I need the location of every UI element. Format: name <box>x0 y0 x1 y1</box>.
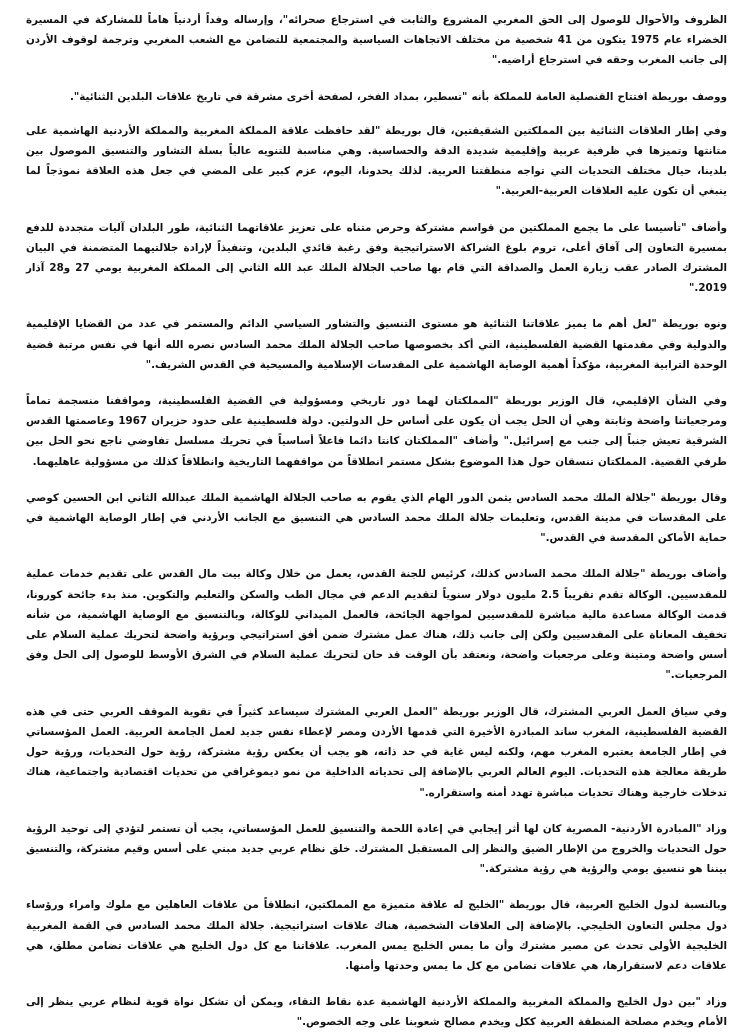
paragraph-consulate-opening: ووصف بوريطة افتتاح القنصلية العامة للمملكة بأنه "تسطير، بمداد الفخر، لصفحة أخرى مشرقة في تاريخ علاقات البلدين الثنائية". <box>70 90 727 103</box>
paragraph-arab-order: وزاد "بين دول الخليج والمملكة المغربية والمملكة الأردنية الهاشمية عدة نقاط التقاء، ويمكن أن تشكل نواة قوية لنظام عربي ينظر إلى الأمام ويخدم مصلحة المنطقة العربية ككل ويخدم مصالح شعوبنا على وجه الخصوص." <box>26 996 727 1029</box>
paragraph-bilateral-relations: وفي إطار العلاقات الثنائية بين المملكتين الشقيقتين، قال بوريطة "لقد حافظت علاقة المملكة المغربية والمملكة الأردنية الهاشمية على متانتها وتميزها في ظرفية عربية وإقليمية شديدة الدقة والحساسية. وهي مناسبة للتنويه عالياً بسلة التشاور والتنسيق الموصول بين بلدينا، حيال مختلف التحديات التي تواجه منطقتنا العربية. لذلك يحدونا، اليوم، عزم كبير على المضي في جعل هذه العلاقة نموذجاً لما ينبغي أن تكون عليه العلاقات العربية-العربية." <box>26 124 727 198</box>
paragraph-joint-arab-action: وفي سياق العمل العربي المشترك، قال الوزير بوريطة "العمل العربي المشترك سيساعد كثيراً في تقوية الموقف العربي حتى في هذه القضية الفلسطينية، المغرب ساند المبادرة الأخيرة التي قدمها الأردن ومصر لإعطاء نفس جديد لعمل الجامعة العربية. العمل المؤسساتي في إطار الجامعة يعتبره المغرب مهم، ولكنه ليس غاية في حد ذاته، هو يجب أن يعكس رؤية مشتركة، رؤية حول التحديات، ورؤية حول طريقة معالجة هذه التحديات. اليوم العالم العربي بالإضافة إلى تحدياته الداخلية من نمو ديموغرافي من تحديات اقتصادية واجتماعية، هناك تدخلات خارجية وهناك تحديات مباشرة تهدد أمنه واستقراره." <box>26 705 727 799</box>
paragraph-palestinian-cause: وفي الشأن الإقليمي، قال الوزير بوريطة "المملكتان لهما دور تاريخي ومسؤولية في القضية الفلسطينية، ومواقفنا منسجمة تماماً ومرجعياتنا واضحة وثابتة وهي أن الحل يجب أن يكون على أساس حل الدولتين. دولة فلسطينية على حدود حزيران 1967 وعاصمتها القدس الشرقية تعيش جنباً إلى جنب مع إسرائيل." وأضاف "المملكتان كانتا دائما فاعلاً أساسياً في تحريك مسلسل تفاوضي ناجع نحو الحل بين طرفي القضية. المملكتان تنسقان حول هذا الموضوع بشكل مستمر انطلاقاً من مواقفهما التاريخية وانطلاقاً كذلك من مسؤولية عاهليهما. <box>26 395 728 468</box>
paragraph-jordan-egypt-initiative: وزاد "المبادرة الأردنية- المصرية كان لها أثر إيجابي في إعادة اللحمة والتنسيق للعمل المؤسساتي، يجب أن تستمر لتؤدي إلى توحيد الرؤية حول التحديات والخروج من الإطار الضيق والنظر إلى المستقبل المشترك. خلق نظام عربي جديد مبني على أسس وقيم مشتركة، والتنسيق بيننا هو تنسيق يومي والرؤية هي رؤية مشتركة." <box>26 822 727 876</box>
paragraph-strategic-partnership: وأضاف "تأسيسا على ما يجمع المملكتين من قواسم مشتركة وحرص متناه على تعزيز علاقاتهما الثنائية، طور البلدان آليات متجددة للدفع بمسيرة التعاون إلى آفاق أعلى، تروم بلوغ الشراكة الاستراتيجية وفق رغبة قائدي البلدين، وتنفيذاً لإرادة جلالتيهما المتضمنة في البيان المشترك الصادر عقب زيارة العمل والصداقة التي قام بها صاحب الجلالة الملك عبد الله الثاني إلى المملكة المغربية يومي 27 و28 آذار 2019." <box>26 221 727 295</box>
paragraph-moroccan-sahara: الظروف والأحوال للوصول إلى الحق المغربي المشروع والثابت في استرجاع صحرائه"، وإرساله وفداً أردنياً هاماً للمشاركة في المسيرة الخضراء عام 1975 يتكون من 41 شخصية من مختلف الاتجاهات السياسية والمجتمعية للتضامن مع الشعب المغربي وترجمة لوقوف الأردن إلى جانب المغرب وحقه في استرجاع أراضيه." <box>26 14 728 67</box>
paragraph-bayt-mal-alquds: وأضاف بوريطة "جلالة الملك محمد السادس كذلك، كرئيس للجنة القدس، يعمل من خلال وكالة بيت مال القدس على تقديم خدمات عملية للمقدسيين. الوكالة تقدم تقريباً 2.5 مليون دولار سنوياً لتقديم الدعم في مجال الطب والسكن والتعليم والتكوين. منذ بدء جائحة كورونا، قدمت الوكالة مساعدة مالية مباشرة للمقدسيين لمواجهة الجائحة، فالعمل الميداني للوكالة، وبالتنسيق مع الوصاية الهاشمية، من شأنه تخفيف المعاناة على المقدسيين ولكن إلى جانب ذلك، هناك عمل مشترك ضمن أفق استراتيجي وبرؤية واضحة لتحريك عملية السلام على أسس واضحة ومتينة وعلى مرجعيات واضحة، ونعتقد بأن الوقت قد حان لتحريك عملية السلام في الشرق الأوسط للوصول إلى الحل وفق المرجعيات." <box>26 568 727 682</box>
paragraph-political-coordination: ونوه بوريطة "لعل أهم ما يميز علاقاتنا الثنائية هو مستوى التنسيق والتشاور السياسي الدائم والمستمر في عدد من القضايا الإقليمية والدولية وفي مقدمتها القضية الفلسطينية، التي أكد بخصوصها صاحب الجلالة الملك محمد السادس نصره الله أنها في نفس مرتبة قضية الوحدة الترابية المغربية، مؤكداً أهمية الوصاية الهاشمية على المقدسات الإسلامية والمسيحية في القدس الشريف." <box>26 318 727 371</box>
paragraph-hashemite-custodianship: وقال بوريطة "جلالة الملك محمد السادس يثمن الدور الهام الذي يقوم به صاحب الجلالة الهاشمية الملك عبدالله الثاني ابن الحسين كوصي على المقدسات في مدينة القدس، وتعليمات جلالة الملك محمد السادس هي التنسيق مع الجانب الأردني في إطار الوصاية الهاشمية في حماية الأماكن المقدسة في القدس." <box>26 491 727 545</box>
paragraph-gulf-states: وبالنسبة لدول الخليج العربية، قال بوريطة "الخليج له علاقة متميزة مع المملكتين، انطلاقاً من علاقات العاهلين مع ملوك وامراء ورؤساء دول مجلس التعاون الخليجي. بالإضافة إلى العلاقات الشخصية، هناك علاقات استراتيجية. جلالة الملك محمد السادس في القمة المغربية الخليجية الأولى تحدث عن مصير مشترك وأن ما يمس الخليج يمس المغرب. علاقاتنا مع كل دول الخليج هي علاقات تضامن مطلق، هي علاقات دعم لاستقرارها، هي علاقات تضامن مع كل ما يمس وحدتها وأمنها. <box>26 899 727 972</box>
